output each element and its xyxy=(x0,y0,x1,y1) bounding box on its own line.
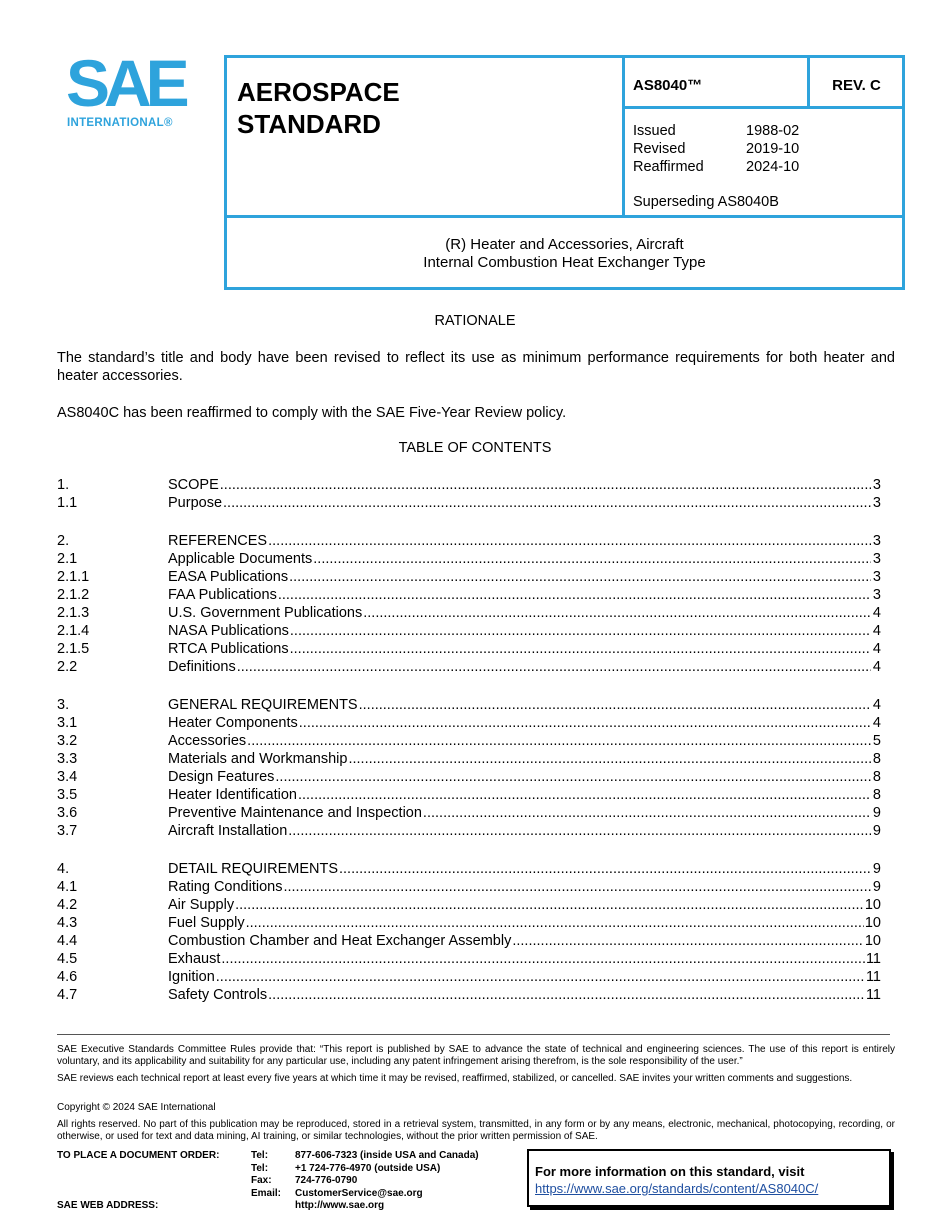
toc-entry-page: 4 xyxy=(872,605,881,621)
rationale-paragraph: AS8040C has been reaffirmed to comply with the SAE Five-Year Review policy. xyxy=(57,405,567,421)
toc-leader-dots xyxy=(339,860,871,878)
toc-entry-number: 3.7 xyxy=(57,823,78,839)
toc-leader-dots xyxy=(290,622,871,640)
toc-entry-page: 9 xyxy=(872,861,881,877)
contact-details xyxy=(251,1150,479,1213)
toc-leader-dots xyxy=(278,586,871,604)
toc-entry-page: 5 xyxy=(872,733,881,749)
toc-entry-number: 4.3 xyxy=(57,915,78,931)
toc-entry-title: Air Supply xyxy=(168,897,235,913)
toc-entry-page: 8 xyxy=(872,751,881,767)
toc-entry-number: 4. xyxy=(57,861,70,877)
toc-section xyxy=(57,476,881,512)
toc-entry-page: 8 xyxy=(872,787,881,803)
toc-entry[interactable] xyxy=(57,640,881,658)
toc-entry-title: Definitions xyxy=(168,659,236,675)
more-info-box xyxy=(527,1149,891,1207)
header-divider xyxy=(622,55,625,217)
toc-leader-dots xyxy=(275,768,871,786)
toc-entry[interactable] xyxy=(57,658,881,676)
contact-value: +1 724-776-4970 (outside USA) xyxy=(295,1162,441,1174)
date-row xyxy=(633,122,799,140)
date-label: Issued xyxy=(633,123,676,139)
toc-entry-number: 2.1.2 xyxy=(57,587,90,603)
toc-entry-number: 3.5 xyxy=(57,787,78,803)
toc-entry[interactable] xyxy=(57,804,881,822)
toc-entry-number: 4.2 xyxy=(57,897,78,913)
toc-leader-dots xyxy=(221,950,865,968)
toc-entry[interactable] xyxy=(57,878,881,896)
toc-leader-dots xyxy=(246,914,864,932)
toc-entry-number: 4.5 xyxy=(57,951,78,967)
toc-leader-dots xyxy=(423,804,871,822)
toc-entry-title: Heater Components xyxy=(168,715,298,731)
toc-entry-number: 2.1.4 xyxy=(57,623,90,639)
date-value: 1988-02 xyxy=(746,123,800,139)
toc-entry[interactable] xyxy=(57,914,881,932)
toc-entry-title: DETAIL REQUIREMENTS xyxy=(168,861,338,877)
committee-rules-text: SAE Executive Standards Committee Rules provide that: “This report is published by SAE to advance the state of technical and engineering sciences. The use of this report is entirely voluntary, and its applicability and suitability for any particular use, including any patent infringement arising therefrom, is the sole responsibility of the user.” xyxy=(57,1044,895,1067)
toc-entry-page: 4 xyxy=(872,697,881,713)
toc-entry[interactable] xyxy=(57,550,881,568)
toc-section xyxy=(57,696,881,840)
toc-section xyxy=(57,860,881,1004)
toc-entry[interactable] xyxy=(57,604,881,622)
toc-entry-number: 3.1 xyxy=(57,715,78,731)
toc-entry-number: 2.1.1 xyxy=(57,569,90,585)
toc-entry[interactable] xyxy=(57,696,881,714)
copyright-text: Copyright © 2024 SAE International xyxy=(57,1102,216,1113)
toc-leader-dots xyxy=(313,550,871,568)
title-line: (R) Heater and Accessories, Aircraft xyxy=(445,236,684,253)
web-address-label: SAE WEB ADDRESS: xyxy=(57,1200,159,1211)
toc-entry-title: Preventive Maintenance and Inspection xyxy=(168,805,422,821)
toc-entry-title: Rating Conditions xyxy=(168,879,283,895)
toc-entry-page: 10 xyxy=(864,897,881,913)
toc-leader-dots xyxy=(235,896,864,914)
toc-entry-page: 8 xyxy=(872,769,881,785)
toc-entry[interactable] xyxy=(57,950,881,968)
rights-text: All rights reserved. No part of this publication may be reproduced, stored in a retrieval system, transmitted, in any form or by any means, electronic, mechanical, photocopying, recording, or otherwise, or used for text and data mining, AI training, or similar technologies, without the prior written permission of SAE. xyxy=(57,1119,895,1142)
toc-entry[interactable] xyxy=(57,732,881,750)
contact-row xyxy=(251,1188,479,1201)
toc-entry-page: 4 xyxy=(872,715,881,731)
date-label: Revised xyxy=(633,141,686,157)
toc-entry[interactable] xyxy=(57,622,881,640)
toc-leader-dots xyxy=(348,750,871,768)
standard-link[interactable]: https://www.sae.org/standards/content/AS8040C/ xyxy=(535,1181,819,1196)
toc-entry[interactable] xyxy=(57,532,881,550)
toc-leader-dots xyxy=(247,732,871,750)
toc-entry-number: 2.2 xyxy=(57,659,78,675)
toc-entry[interactable] xyxy=(57,586,881,604)
toc-entry-title: Combustion Chamber and Heat Exchanger Assembly xyxy=(168,933,512,949)
toc-entry-title: SCOPE xyxy=(168,477,219,493)
toc-entry[interactable] xyxy=(57,714,881,732)
revision-label: REV. C xyxy=(832,77,881,94)
toc-leader-dots xyxy=(299,714,871,732)
toc-entry[interactable] xyxy=(57,786,881,804)
contact-row xyxy=(251,1163,479,1176)
toc-entry-number: 3.2 xyxy=(57,733,78,749)
toc-entry[interactable] xyxy=(57,768,881,786)
rationale-heading: RATIONALE xyxy=(434,313,516,329)
toc-entry-number: 3. xyxy=(57,697,70,713)
toc-leader-dots xyxy=(283,878,871,896)
standard-title xyxy=(227,236,902,272)
toc-entry-page: 4 xyxy=(872,623,881,639)
toc-leader-dots xyxy=(220,476,871,494)
toc-leader-dots xyxy=(289,568,871,586)
date-history xyxy=(633,122,799,176)
toc-entry-page: 3 xyxy=(872,587,881,603)
email-link[interactable]: CustomerService@sae.org xyxy=(295,1187,423,1199)
date-value: 2019-10 xyxy=(746,141,800,157)
toc-entry-page: 11 xyxy=(865,987,881,1003)
toc-leader-dots xyxy=(223,494,871,512)
title-line: Internal Combustion Heat Exchanger Type xyxy=(423,254,706,271)
toc-entry-number: 3.4 xyxy=(57,769,78,785)
toc-entry-page: 3 xyxy=(872,551,881,567)
table-of-contents xyxy=(57,476,881,1024)
toc-entry-title: REFERENCES xyxy=(168,533,268,549)
contact-row xyxy=(251,1150,479,1163)
toc-entry[interactable] xyxy=(57,476,881,494)
toc-leader-dots xyxy=(363,604,871,622)
logo-letters: SAE xyxy=(66,46,184,120)
toc-entry-title: Fuel Supply xyxy=(168,915,245,931)
toc-leader-dots xyxy=(268,986,865,1004)
toc-entry[interactable] xyxy=(57,568,881,586)
toc-entry-title: GENERAL REQUIREMENTS xyxy=(168,697,358,713)
toc-entry-number: 2. xyxy=(57,533,70,549)
contact-value: 877-606-7323 (inside USA and Canada) xyxy=(295,1150,479,1161)
toc-entry-page: 3 xyxy=(872,477,881,493)
date-row xyxy=(633,158,799,176)
date-row xyxy=(633,140,799,158)
toc-entry-page: 3 xyxy=(872,495,881,511)
sae-logo-icon xyxy=(66,46,192,132)
contact-label: Fax: xyxy=(251,1175,272,1186)
rationale-paragraph: The standard’s title and body have been revised to reflect its use as minimum performance requirements for both heater and heater accessories. xyxy=(57,350,895,384)
toc-leader-dots xyxy=(298,786,871,804)
footer-divider xyxy=(57,1034,890,1035)
toc-entry-page: 11 xyxy=(865,951,881,967)
toc-entry[interactable] xyxy=(57,860,881,878)
doc-type-line: AEROSPACE xyxy=(237,77,400,107)
toc-entry-title: Ignition xyxy=(168,969,215,985)
toc-entry[interactable] xyxy=(57,932,881,950)
toc-entry[interactable] xyxy=(57,750,881,768)
more-info-content xyxy=(535,1163,818,1197)
header-divider xyxy=(224,215,905,218)
toc-entry-title: Heater Identification xyxy=(168,787,297,803)
doc-type-line: STANDARD xyxy=(237,109,381,139)
document-type xyxy=(237,76,400,140)
logo-subtitle: INTERNATIONAL® xyxy=(67,117,173,129)
contact-row xyxy=(251,1200,479,1213)
toc-entry-number: 4.4 xyxy=(57,933,78,949)
toc-entry[interactable] xyxy=(57,986,881,1004)
toc-entry[interactable] xyxy=(57,968,881,986)
toc-leader-dots xyxy=(216,968,865,986)
toc-entry-number: 3.6 xyxy=(57,805,78,821)
toc-entry-number: 2.1.5 xyxy=(57,641,90,657)
toc-entry-number: 2.1 xyxy=(57,551,78,567)
toc-entry-title: Accessories xyxy=(168,733,247,749)
toc-entry-title: FAA Publications xyxy=(168,587,277,603)
toc-entry-title: Purpose xyxy=(168,495,223,511)
review-policy-text: SAE reviews each technical report at least every five years at which time it may be revised, reaffirmed, stabilized, or cancelled. SAE invites your written comments and suggestions. xyxy=(57,1073,853,1084)
toc-entry-page: 4 xyxy=(872,641,881,657)
toc-leader-dots xyxy=(288,822,871,840)
toc-entry-page: 4 xyxy=(872,659,881,675)
document-number: AS8040™ xyxy=(633,77,703,94)
toc-entry-page: 11 xyxy=(865,969,881,985)
toc-leader-dots xyxy=(512,932,864,950)
contact-label xyxy=(251,1200,295,1213)
toc-leader-dots xyxy=(359,696,871,714)
toc-entry-title: NASA Publications xyxy=(168,623,289,639)
website-link[interactable]: http://www.sae.org xyxy=(295,1200,385,1211)
toc-entry-title: Applicable Documents xyxy=(168,551,313,567)
contact-label: Email: xyxy=(251,1187,282,1199)
header-divider xyxy=(622,106,905,109)
toc-entry-number: 4.1 xyxy=(57,879,78,895)
toc-entry-title: RTCA Publications xyxy=(168,641,289,657)
toc-entry-number: 2.1.3 xyxy=(57,605,90,621)
date-value: 2024-10 xyxy=(746,159,800,175)
toc-entry-page: 10 xyxy=(864,915,881,931)
toc-entry-title: Safety Controls xyxy=(168,987,268,1003)
toc-entry-title: Design Features xyxy=(168,769,275,785)
toc-entry-title: Materials and Workmanship xyxy=(168,751,348,767)
toc-entry-title: EASA Publications xyxy=(168,569,289,585)
toc-section xyxy=(57,532,881,676)
toc-entry-number: 1.1 xyxy=(57,495,78,511)
toc-heading: TABLE OF CONTENTS xyxy=(398,440,552,456)
contact-row xyxy=(251,1175,479,1188)
contact-label: Tel: xyxy=(251,1162,269,1174)
toc-entry-number: 1. xyxy=(57,477,70,493)
order-label: TO PLACE A DOCUMENT ORDER: xyxy=(57,1150,220,1161)
toc-entry-number: 3.3 xyxy=(57,751,78,767)
toc-entry-page: 9 xyxy=(872,823,881,839)
toc-entry-title: U.S. Government Publications xyxy=(168,605,363,621)
date-label: Reaffirmed xyxy=(633,159,704,175)
toc-entry-number: 4.6 xyxy=(57,969,78,985)
contact-value: 724-776-0790 xyxy=(295,1175,358,1186)
toc-leader-dots xyxy=(237,658,871,676)
toc-leader-dots xyxy=(268,532,871,550)
contact-label: Tel: xyxy=(251,1150,269,1161)
toc-leader-dots xyxy=(290,640,871,658)
toc-entry[interactable] xyxy=(57,822,881,840)
toc-entry-page: 10 xyxy=(864,933,881,949)
toc-entry-page: 3 xyxy=(872,569,881,585)
more-info-title: For more information on this standard, visit xyxy=(535,1164,805,1179)
toc-entry-title: Aircraft Installation xyxy=(168,823,288,839)
toc-entry-page: 9 xyxy=(872,805,881,821)
toc-entry-page: 3 xyxy=(872,533,881,549)
superseding-note: Superseding AS8040B xyxy=(633,194,779,210)
toc-entry-page: 9 xyxy=(872,879,881,895)
toc-entry[interactable] xyxy=(57,494,881,512)
toc-entry-title: Exhaust xyxy=(168,951,221,967)
toc-entry[interactable] xyxy=(57,896,881,914)
toc-entry-number: 4.7 xyxy=(57,987,78,1003)
